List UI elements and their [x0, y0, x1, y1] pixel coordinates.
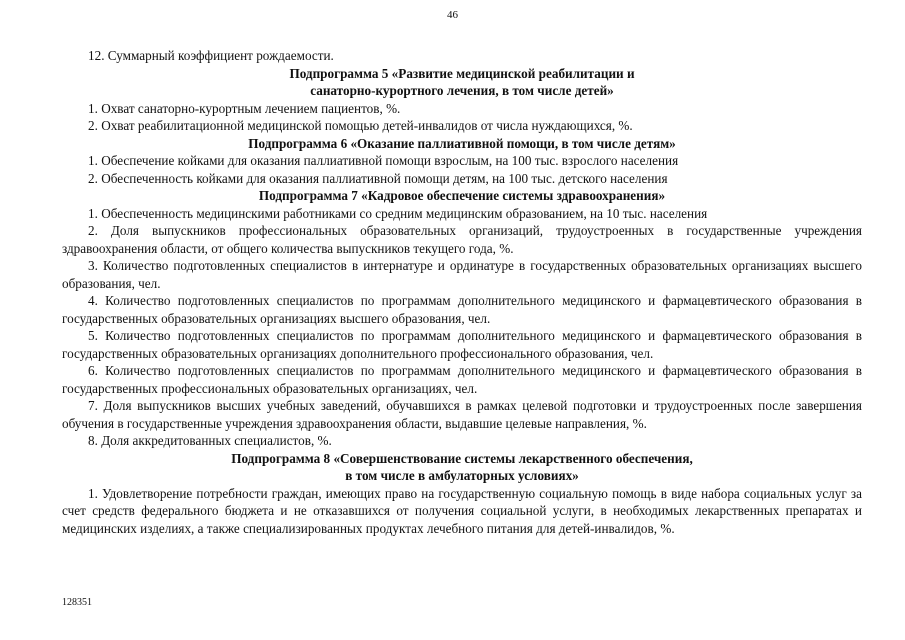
page-number: 46: [447, 9, 458, 21]
indicator-item: 2. Доля выпускников профессиональных образовательных организаций, трудоустроенных в государственные учреждения здравоохранения области, от общего количества выпускников текущего года, %.: [62, 223, 862, 256]
document-body: [62, 47, 862, 537]
section-heading: [62, 187, 862, 205]
indicator-item: 5. Количество подготовленных специалистов по программам дополнительного медицинского и фармацевтического образования в государственных образовательных организациях дополнительного профессионального образования, чел.: [62, 328, 862, 361]
heading-line: в том числе в амбулаторных условиях»: [345, 468, 579, 483]
section-heading: [62, 450, 862, 485]
indicator-item: 7. Доля выпускников высших учебных заведений, обучавшихся в рамках целевой подготовки и трудоустроенных после завершения обучения в государственные учреждения здравоохранения области, выдавшие целевые направления, %.: [62, 398, 862, 431]
heading-line: Подпрограмма 8 «Совершенствование системы лекарственного обеспечения,: [231, 450, 693, 466]
section-heading: [62, 65, 862, 100]
indicator-item: 2. Обеспеченность койками для оказания паллиативной помощи детям, на 100 тыс. детского населения: [88, 170, 668, 186]
indicator-item: 6. Количество подготовленных специалистов по программам дополнительного медицинского и фармацевтического образования в государственных профессиональных образовательных организациях, чел.: [62, 363, 862, 396]
indicator-item: 1. Обеспеченность медицинскими работниками со средним медицинским образованием, на 10 тыс. населения: [88, 205, 708, 221]
indicator-item: 12. Суммарный коэффициент рождаемости.: [88, 48, 334, 63]
heading-line: Подпрограмма 5 «Развитие медицинской реабилитации и: [289, 65, 635, 81]
indicator-item: 1. Охват санаторно-курортным лечением пациентов, %.: [88, 100, 401, 116]
section-heading: [62, 135, 862, 153]
indicator-item: 1. Удовлетворение потребности граждан, имеющих право на государственную социальную помощь в виде набора социальных услуг за счет средств федерального бюджета и не отказавшихся от получения социальной услуги, в необходимых лекарственных препаратах и медицинских изделиях, а также специализированных продуктах лечебного питания для детей-инвалидов, %.: [62, 485, 862, 536]
indicator-item: 1. Обеспечение койками для оказания паллиативной помощи взрослым, на 100 тыс. взрослого населения: [88, 153, 679, 168]
heading-line: санаторно-курортного лечения, в том числе детей»: [310, 83, 614, 98]
indicator-item: 8. Доля аккредитованных специалистов, %.: [88, 433, 332, 448]
heading-line: Подпрограмма 7 «Кадровое обеспечение системы здравоохранения»: [258, 188, 666, 203]
document-code: 128351: [62, 597, 92, 608]
indicator-item: 2. Охват реабилитационной медицинской помощью детей-инвалидов от числа нуждающихся, %.: [88, 118, 633, 133]
indicator-item: 4. Количество подготовленных специалистов по программам дополнительного медицинского и фармацевтического образования в государственных образовательных организациях высшего образования, чел.: [62, 293, 862, 326]
indicator-item: 3. Количество подготовленных специалистов в интернатуре и ординатуре в государственных образовательных организациях высшего образования, чел.: [62, 258, 862, 291]
heading-line: Подпрограмма 6 «Оказание паллиативной помощи, в том числе детям»: [248, 135, 676, 151]
